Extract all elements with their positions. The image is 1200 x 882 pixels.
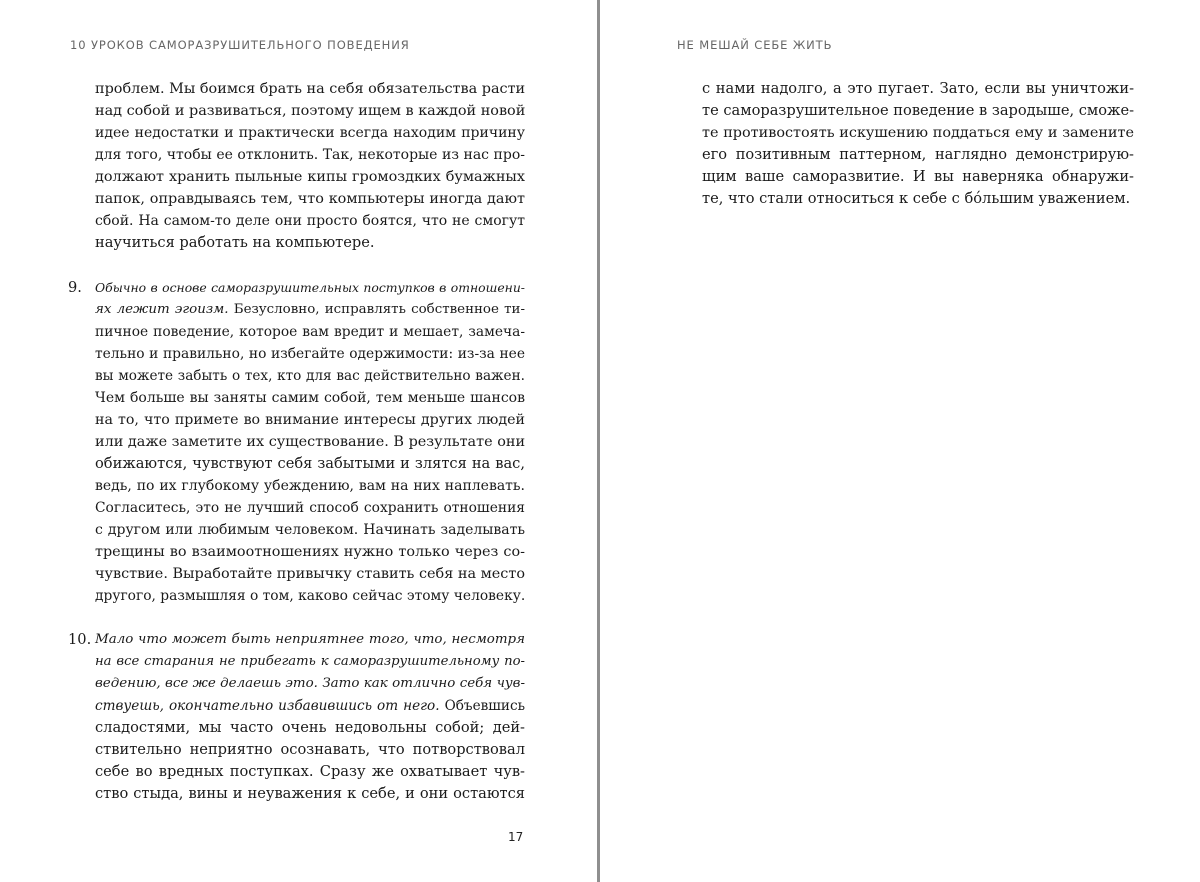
text-line: его позитивным паттерном, наглядно демонстрирую- xyxy=(702,146,1134,163)
regular-text: Чем больше вы заняты самим собой, тем меньше шансов xyxy=(95,390,525,406)
list-item-10 xyxy=(95,629,525,805)
regular-text: с другом или любимым человеком. Начинать заделывать xyxy=(95,522,525,538)
text-line: научиться работать на компьютере. xyxy=(95,234,375,251)
regular-text: пичное поведение, которое вам вредит и мешает, замеча- xyxy=(95,324,525,340)
text-line xyxy=(95,563,525,585)
text-line xyxy=(95,321,525,343)
text-line: папок, оправдываясь тем, что компьютеры иногда дают xyxy=(95,191,525,207)
text-line xyxy=(95,695,525,717)
book-spine-divider xyxy=(597,0,600,882)
text-line xyxy=(95,299,525,321)
text-line: те саморазрушительное поведение в зародыше, сможе- xyxy=(702,102,1135,119)
regular-text: Объевшись xyxy=(439,698,525,714)
right-running-head: НЕ МЕШАЙ СЕБЕ ЖИТЬ xyxy=(677,38,833,52)
italic-text: ях лежит эгоизм. xyxy=(95,302,229,317)
regular-text: чувствие. Выработайте привычку ставить себя на место xyxy=(95,566,525,582)
text-line xyxy=(95,497,525,519)
text-line xyxy=(95,585,525,607)
list-item-9 xyxy=(95,277,525,607)
text-line xyxy=(95,277,525,299)
text-line xyxy=(95,475,525,497)
continuation-paragraph xyxy=(95,78,525,254)
regular-text: вы можете забыть о тех, кто для вас действительно важен. xyxy=(95,368,525,384)
item-number-9: 9. xyxy=(68,279,82,296)
text-line xyxy=(95,541,525,563)
regular-text: другого, размышляя о том, каково сейчас этому человеку. xyxy=(95,588,526,604)
text-line: для того, чтобы ее отклонить. Так, некоторые из нас про- xyxy=(95,147,525,163)
text-line: щим ваше саморазвитие. И вы наверняка обнаружи- xyxy=(702,168,1134,185)
text-line: те, что стали относиться к себе с бóльшим уважением. xyxy=(702,190,1131,207)
regular-text: Безусловно, исправлять собственное ти- xyxy=(228,302,526,317)
regular-text: ство стыда, вины и неуважения к себе, и они остаются xyxy=(95,785,525,802)
text-line: над собой и развиваться, поэтому ищем в каждой новой xyxy=(95,103,526,119)
text-line xyxy=(95,651,525,673)
regular-text: сладостями, мы часто очень недовольны собой; дей- xyxy=(95,719,525,736)
left-page xyxy=(0,0,598,882)
text-line xyxy=(95,761,525,783)
text-line xyxy=(95,673,525,695)
text-line xyxy=(95,453,525,475)
page-number: 17 xyxy=(508,830,524,844)
italic-text: Обычно в основе саморазрушительных поступков в отношени- xyxy=(95,280,525,295)
text-line: проблем. Мы боимся брать на себя обязательства расти xyxy=(95,81,526,97)
continuation-paragraph xyxy=(702,78,1134,210)
regular-text: Согласитесь, это не лучший способ сохранить отношения xyxy=(95,500,525,516)
regular-text: тельно и правильно, но избегайте одержимости: из-за нее xyxy=(95,346,525,362)
text-line xyxy=(95,387,525,409)
text-line: те противостоять искушению поддаться ему и замените xyxy=(702,125,1134,141)
item-number-10: 10. xyxy=(68,631,92,648)
text-line: сбой. На самом-то деле они просто боятся, что не смогут xyxy=(95,213,525,229)
text-line xyxy=(95,365,525,387)
regular-text: на то, что примете во внимание интересы других людей xyxy=(95,412,525,428)
italic-text: на все старания не прибегать к саморазрушительному по- xyxy=(95,654,525,669)
italic-text: Мало что может быть неприятнее того, что, несмотря xyxy=(95,632,525,647)
text-line xyxy=(95,519,525,541)
text-line: должают хранить пыльные кипы громоздких бумажных xyxy=(95,169,525,185)
italic-text: ствуешь, окончательно избавившись от него. xyxy=(95,698,440,714)
regular-text: или даже заметите их существование. В результате они xyxy=(95,434,526,450)
left-running-head: 10 УРОКОВ САМОРАЗРУШИТЕЛЬНОГО ПОВЕДЕНИЯ xyxy=(70,38,410,52)
text-line: с нами надолго, а это пугает. Зато, если вы уничтожи- xyxy=(702,80,1134,97)
regular-text: обижаются, чувствуют себя забытыми и злятся на вас, xyxy=(95,455,525,472)
right-page xyxy=(602,0,1200,882)
text-line xyxy=(95,409,525,431)
text-line: идее недостатки и практически всегда находим причину xyxy=(95,125,525,141)
text-line xyxy=(95,717,525,739)
text-line xyxy=(95,343,525,365)
text-line xyxy=(95,431,525,453)
italic-text: ведению, все же делаешь это. Зато как отлично себя чув- xyxy=(95,676,525,691)
text-line xyxy=(95,783,525,805)
text-line xyxy=(95,629,525,651)
regular-text: ствительно неприятно осознавать, что потворствовал xyxy=(95,741,525,758)
text-line xyxy=(95,739,525,761)
regular-text: ведь, по их глубокому убеждению, вам на них наплевать. xyxy=(95,478,525,494)
regular-text: себе во вредных поступках. Сразу же охватывает чув- xyxy=(95,763,525,780)
regular-text: трещины во взаимоотношениях нужно только через со- xyxy=(95,544,525,560)
